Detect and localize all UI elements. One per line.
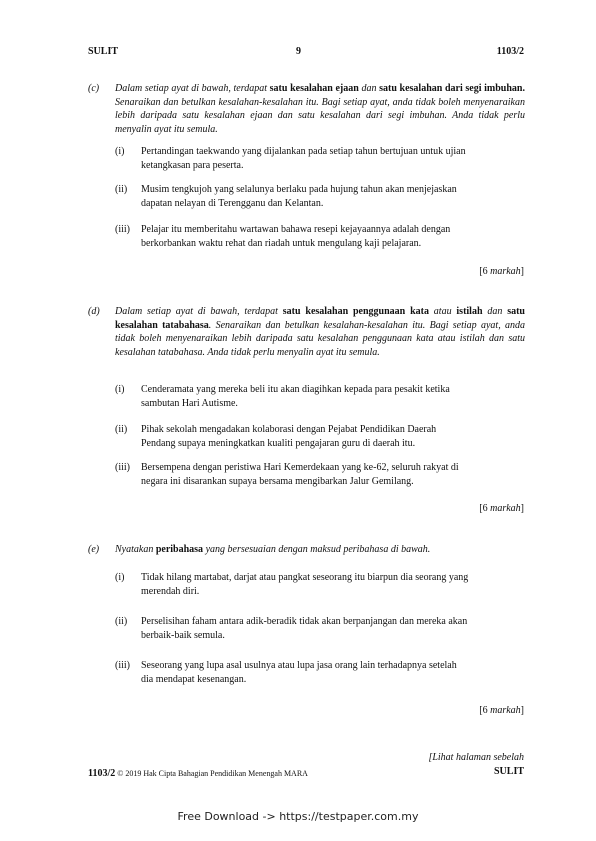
question-item — [141, 423, 531, 450]
item-line: Perselisihan faham antara adik-beradik tidak akan berpanjangan dan mereka akan — [141, 616, 468, 627]
question-item — [141, 145, 531, 172]
marks-c — [479, 266, 524, 277]
instr-text: dan — [358, 83, 380, 94]
section-d-label: (d) — [88, 306, 100, 317]
download-link[interactable]: Free Download -> https://testpaper.com.my — [177, 810, 419, 823]
item-line: merendah diri. — [141, 585, 200, 597]
item-line: dia mendapat kesenangan. — [141, 673, 247, 685]
item-line: Pihak sekolah mengadakan kolaborasi dengan Pejabat Pendidikan Daerah — [141, 424, 437, 435]
question-item — [141, 659, 531, 686]
instr-bold: peribahasa — [155, 544, 204, 555]
question-item — [141, 615, 531, 642]
section-e-label: (e) — [88, 544, 100, 555]
item-line: Pelajar itu memberitahu wartawan bahawa resepi kejayaannya adalah dengan — [141, 224, 451, 235]
question-item — [141, 223, 531, 250]
copyright-line — [88, 768, 308, 779]
item-line: Pendang supaya meningkatkan kualiti pengajaran guru di daerah itu. — [141, 437, 416, 449]
question-item — [141, 383, 531, 410]
marks-close: ] — [520, 503, 524, 514]
footer-sulit: SULIT — [493, 766, 524, 777]
item-number: (i) — [115, 572, 125, 583]
item-number: (iii) — [115, 462, 130, 473]
item-line: Bersempena dengan peristiwa Hari Kemerdekaan yang ke-62, seluruh rakyat di — [141, 462, 459, 473]
marks-word: markah — [490, 266, 521, 277]
item-line: sambutan Hari Autisme. — [141, 397, 238, 409]
marks-close: ] — [520, 266, 524, 277]
item-number: (ii) — [115, 616, 128, 627]
item-number: (i) — [115, 384, 125, 395]
instr-bold: satu kesalahan dari segi imbuhan. — [379, 83, 525, 94]
marks-word: markah — [490, 705, 521, 716]
footer-copyright: © 2019 Hak Cipta Bahagian Pendidikan Menengah MARA — [115, 769, 308, 778]
marks-open: [6 — [479, 266, 491, 277]
next-page-note: [Lihat halaman sebelah — [428, 752, 524, 763]
marks-close: ] — [520, 705, 524, 716]
marks-e — [479, 705, 524, 716]
question-item — [141, 461, 531, 488]
item-line: dapatan nelayan di Terengganu dan Kelantan. — [141, 197, 324, 209]
page-number: 9 — [296, 46, 301, 57]
marks-open: [6 — [479, 705, 491, 716]
section-e-instructions — [115, 543, 525, 557]
instr-text: Dalam setiap ayat di bawah, terdapat — [115, 83, 270, 94]
instr-text: atau — [428, 306, 457, 317]
instr-text: yang bersesuaian dengan maksud peribahasa di bawah. — [203, 544, 431, 555]
instr-text: Dalam setiap ayat di bawah, terdapat — [115, 306, 283, 317]
instr-text: dan — [482, 306, 508, 317]
item-line: Musim tengkujoh yang selalunya berlaku pada hujung tahun akan menjejaskan — [141, 184, 457, 195]
item-line: Tidak hilang martabat, darjat atau pangkat seseorang itu biarpun dia seorang yang — [141, 572, 469, 583]
instr-text: Senaraikan dan betulkan kesalahan-kesalahan itu. Bagi setiap ayat, anda tidak boleh menyenaraikan lebih daripada satu kesalahan ejaan dan satu kesalahan dari segi imbuhan. Anda tidak perlu menyalin ayat itu semula. — [115, 96, 525, 135]
instr-text: Nyatakan — [115, 544, 156, 555]
instr-bold: istilah — [456, 306, 483, 317]
instr-bold: satu kesalahan ejaan — [269, 83, 359, 94]
item-line: Seseorang yang lupa asal usulnya atau lupa jasa orang lain terhadapnya setelah — [141, 660, 457, 671]
item-line: Pertandingan taekwando yang dijalankan pada setiap tahun bertujuan untuk ujian — [141, 146, 466, 157]
item-number: (i) — [115, 146, 125, 157]
item-line: berkorbankan waktu rehat dan riadah untuk mengulang kaji pelajaran. — [141, 237, 422, 249]
item-number: (iii) — [115, 224, 130, 235]
marks-d — [479, 503, 524, 514]
instr-bold: satu kesalahan tatabahasa — [115, 306, 525, 331]
section-d-instructions — [115, 305, 525, 359]
marks-open: [6 — [479, 503, 491, 514]
item-number: (iii) — [115, 660, 130, 671]
item-number: (ii) — [115, 184, 128, 195]
section-c-instructions — [115, 82, 525, 136]
footer-code: 1103/2 — [88, 768, 116, 779]
instr-text: . Senaraikan dan betulkan kesalahan-kesalahan itu. Bagi setiap ayat, anda tidak boleh menyenaraikan lebih daripada satu kesalahan penggunaan kata atau istilah dan satu kesalahan tatabahasa. Anda tidak perlu menyalin ayat itu semula. — [115, 319, 526, 358]
question-item — [141, 571, 531, 598]
header-classification: SULIT — [88, 46, 119, 57]
item-line: ketangkasan para peserta. — [141, 159, 244, 171]
item-number: (ii) — [115, 424, 128, 435]
item-line: negara ini disarankan supaya bersama mengibarkan Jalur Gemilang. — [141, 475, 414, 487]
question-item — [141, 183, 531, 210]
paper-code: 1103/2 — [496, 46, 524, 57]
marks-word: markah — [490, 503, 521, 514]
section-c-label: (c) — [88, 83, 100, 94]
item-line: Cenderamata yang mereka beli itu akan diagihkan kepada para pesakit ketika — [141, 384, 450, 395]
instr-bold: satu kesalahan penggunaan kata — [282, 306, 429, 317]
item-line: berbaik-baik semula. — [141, 629, 225, 641]
